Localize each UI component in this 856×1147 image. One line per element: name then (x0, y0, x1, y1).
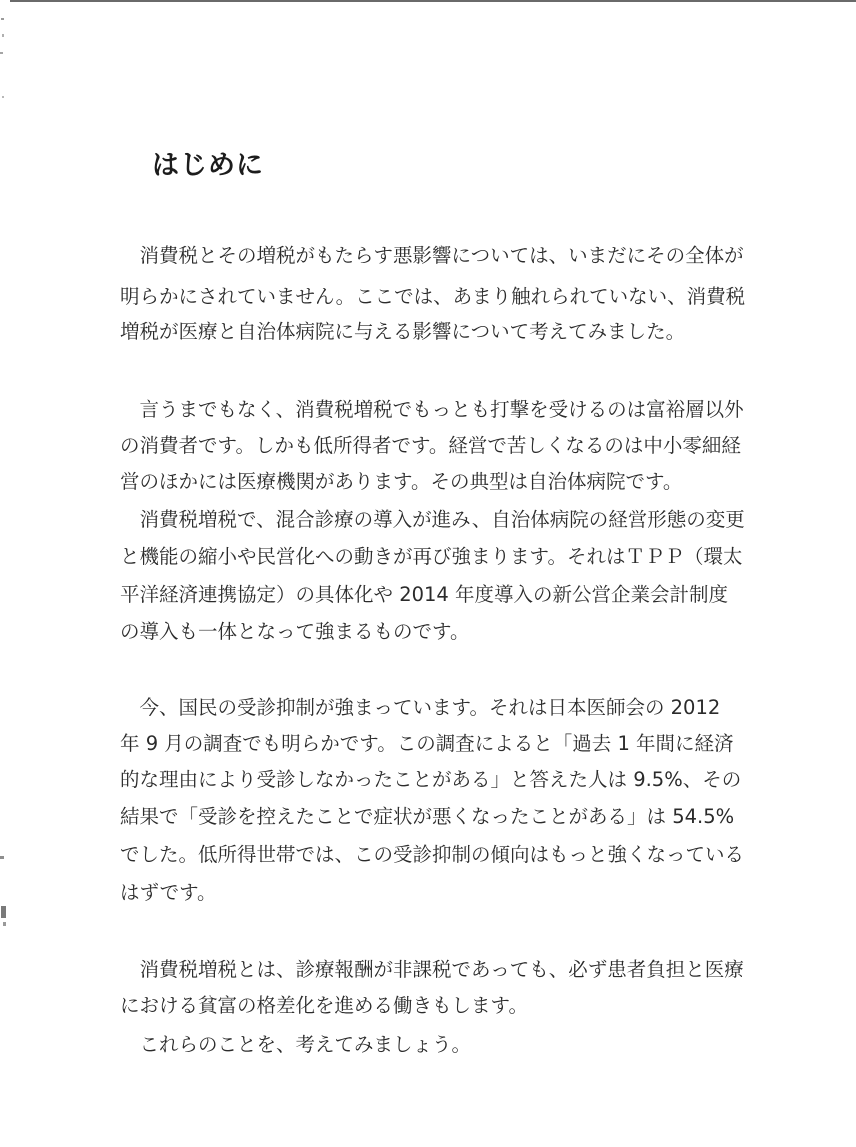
page-title: はじめに (152, 150, 264, 181)
scan-edge-marks (0, 0, 12, 1147)
paragraph-line: はずです。 (120, 881, 217, 904)
paragraph-line: でした。低所得世帯では、この受診抑制の傾向はもっと強くなっている (120, 843, 745, 866)
paragraph-line: 営のほかには医療機関があります。その典型は自治体病院です。 (120, 470, 683, 493)
paragraph-line: 増税が医療と自治体病院に与える影響について考えてみました。 (120, 320, 686, 343)
paragraph-line: 消費税とその増税がもたらす悪影響については、いまだにその全体が (120, 244, 744, 267)
paragraph-line: これらのことを、考えてみましょう。 (120, 1033, 472, 1056)
paragraph-line: の消費者です。しかも低所得者です。経営で苦しくなるのは中小零細経 (120, 434, 741, 457)
paragraph-line: 結果で「受診を控えたことで症状が悪くなったことがある」は 54.5% (120, 805, 735, 828)
paragraph-line: の導入も一体となって強まるものです。 (120, 620, 470, 643)
paragraph-line: における貧富の格差化を進める働きもします。 (120, 994, 528, 1017)
paragraph-line: 消費税増税で、混合診療の導入が進み、自治体病院の経営形態の変更 (120, 508, 745, 531)
paragraph-line: 平洋経済連携協定）の具体化や 2014 年度導入の新公営企業会計制度 (120, 583, 729, 606)
paragraph-line: 今、国民の受診抑制が強まっています。それは日本医師会の 2012 (120, 696, 721, 719)
paragraph-line: 言うまでもなく、消費税増税でもっとも打撃を受けるのは富裕層以外 (120, 398, 744, 421)
paragraph-line: 明らかにされていません。ここでは、あまり触れられていない、消費税 (120, 285, 746, 308)
paragraph-line: と機能の縮小や民営化への動きが再び強まります。それはＴＰＰ（環太 (120, 545, 743, 568)
page-top-edge (10, 0, 856, 2)
paragraph-line: 消費税増税とは、診療報酬が非課税であっても、必ず患者負担と医療 (120, 958, 744, 981)
paragraph-line: 年 9 月の調査でも明らかです。この調査によると「過去 1 年間に経済 (120, 732, 734, 755)
paragraph-line: 的な理由により受診しなかったことがある」と答えた人は 9.5%、その (120, 768, 742, 791)
